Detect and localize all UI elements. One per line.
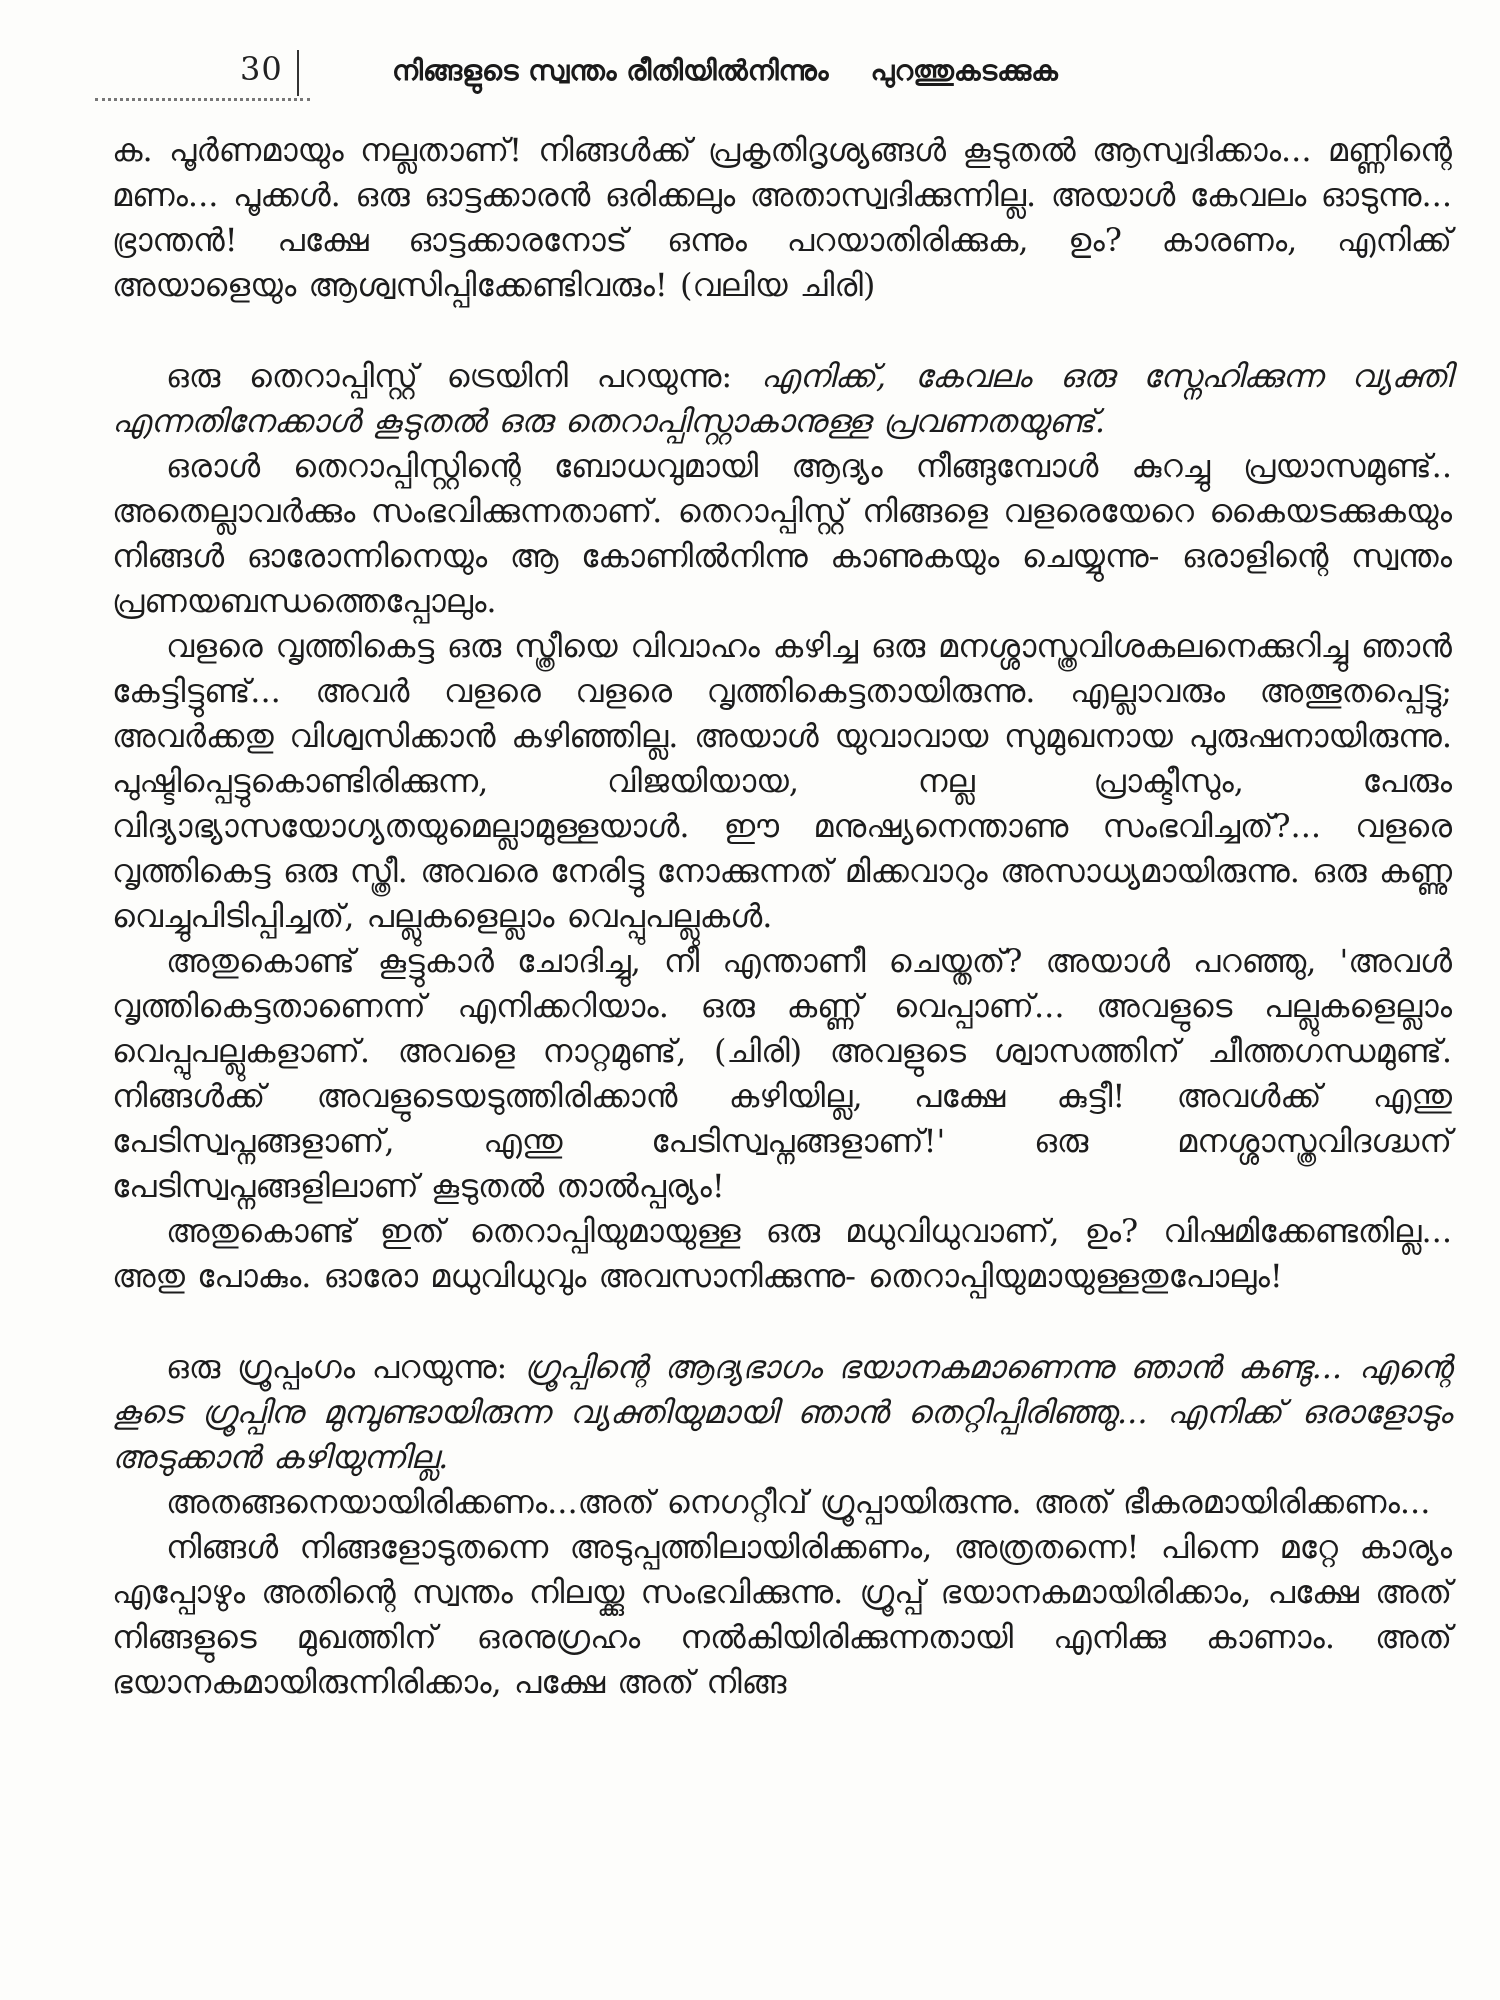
- paragraph: [112, 1209, 1452, 1299]
- paragraph-segment-italic: എനിക്ക്, കേവലം ഒരു സ്നേഹിക്കുന്ന വ്യക്തി എന്നതിനേക്കാൾ കൂടുതൽ ഒരു തെറാപ്പിസ്റ്റാകാനുള്ള പ്രവണതയുണ്ട്.: [112, 357, 1452, 440]
- paragraph: [112, 354, 1452, 444]
- running-head: [392, 54, 1058, 88]
- paragraph-segment: അതങ്ങനെയായിരിക്കണം...അത് നെഗറ്റീവ് ഗ്രൂപ്പായിരുന്നു. അത് ഭീകരമായിരിക്കണം...: [166, 1483, 1431, 1521]
- paragraph: [112, 624, 1452, 939]
- paragraph-segment: ഒരു ഗ്രൂപ്പംഗം പറയുന്നു:: [166, 1348, 525, 1386]
- paragraph: [112, 1345, 1452, 1480]
- paragraph: [112, 444, 1452, 624]
- paragraph-segment: ക. പൂർണമായും നല്ലതാണ്! നിങ്ങൾക്ക് പ്രകൃതിദൃശ്യങ്ങൾ കൂടുതൽ ആസ്വദിക്കാം... മണ്ണിന്റെ മണം... പൂക്കൾ. ഒരു ഓട്ടക്കാരൻ ഒരിക്കലും അതാസ്വദിക്കുന്നില്ല. അയാൾ കേവലം ഓടുന്നു... ഭ്രാന്തൻ! പക്ഷേ ഓട്ടക്കാരനോട് ഒന്നും പറയാതിരിക്കുക, ഉം? കാരണം, എനിക്ക് അയാളെയും ആശ്വസിപ്പിക്കേണ്ടിവരും! (വലിയ ചിരി): [112, 131, 1452, 304]
- paragraph-segment: വളരെ വൃത്തികെട്ട ഒരു സ്ത്രീയെ വിവാഹം കഴിച്ച ഒരു മനശ്ശാസ്ത്രവിശകലനെക്കുറിച്ചു ഞാൻ കേട്ടിട്ടുണ്ട്... അവർ വളരെ വളരെ വൃത്തികെട്ടതായിരുന്നു. എല്ലാവരും അത്ഭുതപ്പെട്ടു; അവർക്കതു വിശ്വസിക്കാൻ കഴിഞ്ഞില്ല. അയാൾ യുവാവായ സുമുഖനായ പുരുഷനായിരുന്നു. പുഷ്ടിപ്പെട്ടുകൊണ്ടിരിക്കുന്ന, വിജയിയായ, നല്ല പ്രാക്ടീസും, പേരും വിദ്യാഭ്യാസയോഗ്യതയുമെല്ലാമുള്ളയാൾ. ഈ മനുഷ്യനെന്താണു സംഭവിച്ചത്?... വളരെ വൃത്തികെട്ട ഒരു സ്ത്രീ. അവരെ നേരിട്ടു നോക്കുന്നത് മിക്കവാറും അസാധ്യമായിരുന്നു. ഒരു കണ്ണു വെച്ചുപിടിപ്പിച്ചത്, പല്ലുകളെല്ലാം വെപ്പുപല്ലുകൾ.: [112, 627, 1452, 935]
- paragraph: [112, 128, 1452, 308]
- page-number-block: [240, 50, 299, 96]
- paragraph: [112, 1480, 1452, 1525]
- running-head-part2: പുറത്തുകടക്കുക: [870, 54, 1058, 87]
- paragraph-segment: അതുകൊണ്ട് കൂട്ടുകാർ ചോദിച്ചു, നീ എന്താണീ ചെയ്തത്? അയാൾ പറഞ്ഞു, 'അവൾ വൃത്തികെട്ടതാണെന്ന് എനിക്കറിയാം. ഒരു കണ്ണ് വെപ്പാണ്... അവളുടെ പല്ലുകളെല്ലാം വെപ്പുപല്ലുകളാണ്. അവളെ നാറ്റമുണ്ട്, (ചിരി) അവളുടെ ശ്വാസത്തിന് ചീത്തഗന്ധമുണ്ട്. നിങ്ങൾക്ക് അവളുടെയടുത്തിരിക്കാൻ കഴിയില്ല, പക്ഷേ കുട്ടീ! അവൾക്ക് എന്തു പേടിസ്വപ്നങ്ങളാണ്, എന്തു പേടിസ്വപ്നങ്ങളാണ്!' ഒരു മനശ്ശാസ്ത്രവിദഗ്ദ്ധന് പേടിസ്വപ്നങ്ങളിലാണ് കൂടുതൽ താൽപ്പര്യം!: [112, 942, 1452, 1205]
- paragraph-segment: ഒരു തെറാപ്പിസ്റ്റ് ട്രെയിനി പറയുന്നു:: [166, 357, 761, 395]
- paragraph-segment: ഒരാൾ തെറാപ്പിസ്റ്റിന്റെ ബോധവുമായി ആദ്യം നീങ്ങുമ്പോൾ കുറച്ചു പ്രയാസമുണ്ട്.. അതെല്ലാവർക്കും സംഭവിക്കുന്നതാണ്. തെറാപ്പിസ്റ്റ് നിങ്ങളെ വളരെയേറെ കൈയടക്കുകയും നിങ്ങൾ ഓരോന്നിനെയും ആ കോണിൽനിന്നു കാണുകയും ചെയ്യുന്നു- ഒരാളിന്റെ സ്വന്തം പ്രണയബന്ധത്തെപ്പോലും.: [112, 447, 1452, 620]
- header-dotted-rule: [95, 98, 310, 101]
- paragraph-segment-italic: ഗ്രൂപ്പിന്റെ ആദ്യഭാഗം ഭയാനകമാണെന്നു ഞാൻ കണ്ടു... എന്റെ കൂടെ ഗ്രൂപ്പിനു മുമ്പുണ്ടായിരുന്ന വ്യക്തിയുമായി ഞാൻ തെറ്റിപ്പിരിഞ്ഞു... എനിക്ക് ഒരാളോടും അടുക്കാൻ കഴിയുന്നില്ല.: [112, 1348, 1452, 1476]
- paragraph: [112, 1525, 1452, 1705]
- page-body: [112, 128, 1452, 1705]
- paragraph-segment: നിങ്ങൾ നിങ്ങളോടുതന്നെ അടുപ്പത്തിലായിരിക്കണം, അത്രതന്നെ! പിന്നെ മറ്റേ കാര്യം എപ്പോഴും അതിന്റെ സ്വന്തം നിലയ്ക്കു സംഭവിക്കുന്നു. ഗ്രൂപ്പ് ഭയാനകമായിരിക്കാം, പക്ഷേ അത് നിങ്ങളുടെ മുഖത്തിന് ഒരനുഗ്രഹം നൽകിയിരിക്കുന്നതായി എനിക്കു കാണാം. അത് ഭയാനകമായിരുന്നിരിക്കാം, പക്ഷേ അത് നിങ്ങ: [112, 1528, 1452, 1701]
- page-header: [0, 40, 1500, 120]
- page-number: 30: [240, 50, 283, 88]
- paragraph-segment: അതുകൊണ്ട് ഇത് തെറാപ്പിയുമായുള്ള ഒരു മധുവിധുവാണ്, ഉം? വിഷമിക്കേണ്ടതില്ല... അതു പോകും. ഓരോ മധുവിധുവും അവസാനിക്കുന്നു- തെറാപ്പിയുമായുള്ളതുപോലും!: [112, 1212, 1452, 1295]
- running-head-part1: നിങ്ങളുടെ സ്വന്തം രീതിയിൽനിന്നും: [392, 54, 829, 87]
- header-vertical-rule: [297, 50, 299, 96]
- paragraph: [112, 939, 1452, 1209]
